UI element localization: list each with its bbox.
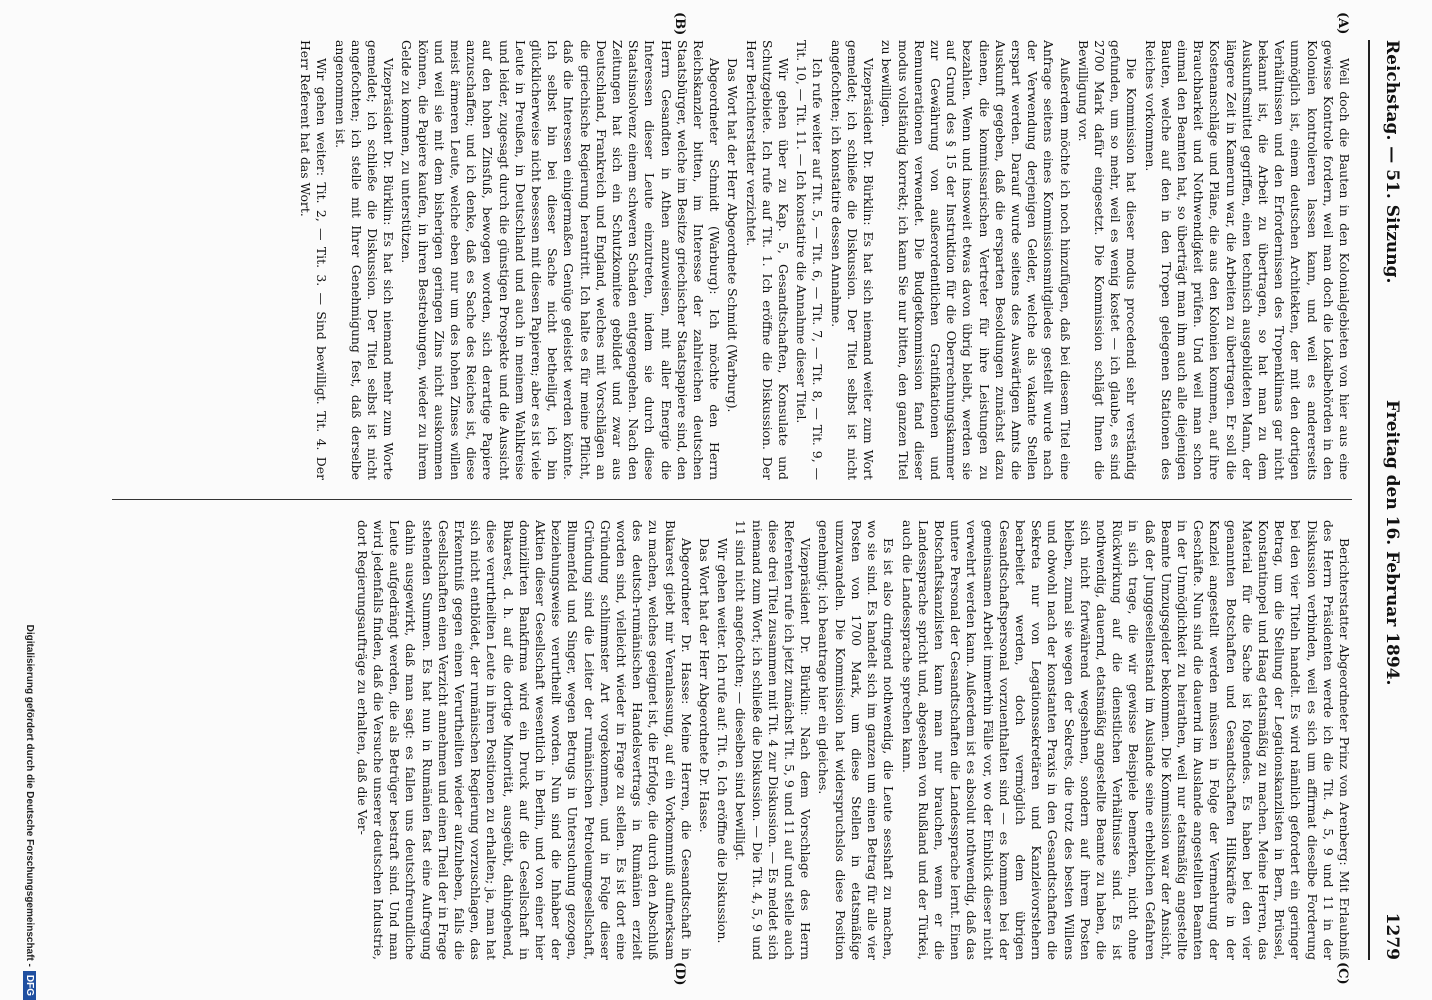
paragraph: Berichterstatter Abgeordneter Prinz von Arenberg: Mit Erlaubniß des Herrn Präsidenten werde ich die Tit. 4, 5, 9 und 11 in der Diskussion verbinden, weil es sich um affirmat dieselbe Forderung bei den vier Titeln handelt. Es wird nämlich gefordert ein geringer Betrag, um die Stellung der Legationskanzlisten in Bern, Brüssel, Konstantinopel und Haag etatsmäßig zu machen. Meine Herren, das Material für die Sache ist folgendes. Es haben bei den vier genannten Botschaften und Gesandtschaften Hilfskräfte in der Kanzlei angestellt werden müssen in Folge der Vermehrung der Geschäfte. Nun sind die dauernd im Auslande angestellten Beamten in der Unmöglichkeit zu heirathen, weil nur etatsmäßig angestellte Beamte Umzugsgelder bekommen. Die Kommission war der Ansicht, daß der Junggesellenstand im Auslande seine erheblichen Gefahren in sich trage, die wir gewisse Beispiele bemerken, nicht ohne Rückwirkung auf die dienstlichen Verhältnisse sind. Es ist nothwendig, dauernd, etatsmäßig angestellte Beamte zu haben, die sich nicht fortwährend wegsehnen, sondern auf ihrem Posten bleiben, zumal sie wegen der Sekrets, die trotz des besten Willens und obwohl nach der konstanten Praxis in den Gesandtschaften die Sekreta nur von Legationssekretären und Kanzleivorstehern bearbeitet werden, doch vermöglich dem übrigen Gesandtschaftspersonal vorzuenthalten sind — es kommen bei der gemeinsamen Arbeit immerhin Fälle vor, wo der Einblick dieser nicht verwehrt werden kann. Außerdem ist es absolut nothwendig, daß das untere Personal der Gesandtschaften die Landessprache lernt. Einen Botschaftskanzlisten kann man nur brauchen, wenn er die Landessprache spricht und, abgesehen von Rußland und der Türkei, auch die Landessprache sprechen kann. — [899, 520, 1352, 960]
dfg-logo: DFG — [23, 971, 36, 1000]
paragraph: Vizepräsident Dr. Bürklin: Es hat sich niemand weiter zum Wort gemeldet; ich schließe die Diskussion. Der Titel selbst ist nicht angefochten; ich konstatire dessen Annahme. — [828, 40, 877, 480]
paragraph: Wir gehen weiter: Tit. 2, — Tit. 3. — Sind bewilligt. Tit. 4. Der Herr Referent hat das Wort. — [298, 40, 330, 480]
paragraph: Das Wort hat der Herr Abgeordnete Dr. Hasse. — [697, 538, 713, 833]
header-rule — [1368, 40, 1370, 960]
paragraph: Ich rufe weiter auf Tit. 5, — Tit. 6, — Tit. 7, — Tit. 8, — Tit. 9, — Tit. 10, — Tit. 11. — Ich konstatire die Annahme dieser Titel. — [794, 40, 826, 480]
page-number: 1279 — [1382, 912, 1402, 960]
digitization-credit — [23, 500, 36, 1000]
column-divider — [112, 499, 1352, 500]
margin-marker-b: (B) — [672, 12, 687, 36]
right-text-column — [112, 520, 1352, 960]
margin-marker-c: (C) — [1335, 962, 1350, 985]
paragraph: Abgeordneter Dr. Hasse: Meine Herren, die Gesandtschaft in Bukarest giebt mir Veranlassung, auf ein Vorkommniß aufmerksam zu machen, welches geeignet ist, die Erfolge, die durch den Abschluß des deutsch-rumänischen Handelsvertrags in Rumänien erzielt worden sind, vielleicht wieder in Frage zu stellen. Es ist dort eine Gründung schlimmster Art vorgekommen, und in Folge dieser Gründung sind die Leiter der rumänischen Petroleumgesellschaft, Blumenfeld und Singer, wegen Betrugs in Untersuchung gezogen, beziehungsweise verurtheilt worden. Nun sind die Inhaber der Aktien dieser Gesellschaft wesentlich in Berlin, und von einer hier domizilirten Bankfirma wird ein Druck auf die Gesellschaft in Bukarest, d. h. auf die dortige Minorität, ausgeübt, dahingehend, diese verurtheilten Leute in ihren Positionen zu erhalten; ja, man hat sich nicht entblödet, der rumänischen Regierung vorzuschlagen, das Erkenntniß gegen einen Verurtheilten wieder aufzuheben, falls die Gesellschaften einen Verzicht annehmen und einen Theil der in Frage stehenden Summen. Es hat nun in Rumänien fast eine Aufregung dahin ausgewirkt, daß man sagt: es fallen uns deutschfreundliche Leute aufgedrängt werden, die als Betrüger bestraft sind. Und man wird jedenfalls finden, daß die Versuche unserer deutschen Industrie, dort Regierungsaufträge zu erhalten, daß die Ver- — [354, 520, 694, 960]
credit-text: Digitalisierung gefördert durch die Deutsche Forschungsgemeinschaft - — [24, 624, 35, 967]
paragraph: Außerdem möchte ich noch hinzufügen, daß bei diesem Titel eine Anfrage seitens eines Kommissionsmitgliedes gestellt wurde nach der Verwendung derjenigen Gelder, welche als vakante Stellen erspart werden. Darauf wurde seitens des Auswärtigen Amts die Auskunft gegeben, daß die ersparten Besoldungen zunächst dazu dienen, die kommissarischen Vertreter für ihre Leistungen zu bezahlen. Wenn und insoweit etwas davon übrig bleibt, werden sie auf Grund des § 15 der Instruktion für die Oberrechnungskammer zur Gewährung von außerordentlichen Gratifikationen und Remunerationen verwendet. Die Budgetkommission fand dieser modus vollständig korrekt; ich kann Sie nur bitten, den ganzen Titel zu bewilligen. — [879, 40, 1073, 480]
paragraph: Vizepräsident Dr. Bürklin: Es hat sich niemand mehr zum Worte gemeldet; ich schließe die Diskussion. Der Titel selbst ist nicht angefochten; ich stelle mit Ihrer Genehmigung fest, daß derselbe angenommen ist. — [332, 40, 397, 480]
paragraph: Weil doch die Bauten in den Kolonialgebieten von hier aus eine gewisse Kontrole fordern, weil man doch die Lokalbehörden in den Kolonien kontrolieren lassen kann, und weil es andererseits unmöglich ist, einem deutschen Architekten, der mit den dortigen Verhältnissen und den Erfordernissen des Tropenklimas gar nicht bekannt ist, die Arbeit zu übertragen, so hat man zu dem Auskunftsmittel gegriffen, einen technisch ausgebildeten Mann, der längere Zeit in Kamerun war, die Arbeiten zu übertragen. Er soll die Kostenanschläge und Pläne, die aus den Kolonien kommen, auf ihre Brauchbarkeit und Nothwendigkeit prüfen. Und weil man schon einmal den Beamten hat, so überträgt man ihm auch alle diejenigen Bauten, welche auf den in den Tropen gelegenen Stationen des Reiches vorkommen. — [1142, 40, 1352, 480]
paragraph: Wir gehen über zu Kap. 5, Gesandtschaften, Konsulate und Schutzgebiete. Ich rufe auf Tit. 1. Ich eröffne die Diskussion. Der Herr Berichterstatter verzichtet. — [743, 40, 792, 480]
paragraph: Das Wort hat der Herr Abgeordnete Schmidt (Warburg). — [725, 58, 741, 413]
page-header — [1372, 40, 1412, 960]
header-date: Freitag den 16. Februar 1894. — [1382, 400, 1402, 686]
left-text-column — [112, 40, 1352, 480]
paragraph: Die Kommission hat dieser modus procedendi sehr verständig gefunden, um so mehr, weil es wenig kostet — ich glaube, es sind 2700 Mark dafür eingesetzt. Die Kommission schlägt Ihnen die Bewilligung vor. — [1075, 40, 1140, 480]
paragraph: Wir gehen weiter. Ich rufe auf: Tit. 6. Ich eröffne die Diskussion. — [715, 538, 731, 944]
paragraph: Es ist also dringend nothwendig, die Leute sesshaft zu machen, wo sie sind. Es handelt sich im ganzen um einen Betrag für alle vier Posten von 1700 Mark, um diese Stellen in etatsmäßige umzuwandeln. Die Kommission hat widerspruchslos diese Position genehmigt; ich beantrage hier ein gleiches. — [816, 520, 897, 960]
header-session: Reichstag. — 51. Sitzung. — [1382, 40, 1402, 284]
margin-marker-d: (D) — [672, 962, 687, 986]
margin-marker-a: (A) — [1335, 12, 1350, 35]
paragraph: Vizepräsident Dr. Bürklin: Nach dem Vorschlage des Herrn Referenten rufe ich jetzt zunächst Tit. 5, 9 und 11 auf und stelle auch diese drei Titel zusammen mit Tit. 4 zur Diskussion. — Es meldet sich niemand zum Wort; ich schließe die Diskussion. — Die Tit. 4, 5, 9 und 11 sind nicht angefochten; — dieselben sind bewilligt. — [733, 520, 814, 960]
paragraph: Abgeordneter Schmidt (Warburg): Ich möchte den Herrn Reichskanzler bitten, im Interesse der zahlreichen deutschen Staatsbürger, welche im Besitze griechischer Staatspapiere sind, den Herrn Gesandten in Athen anzuweisen, mit aller Energie die Interessen dieser Leute einzutreten, indem sie durch diese Staatsinsolvenz einem schweren Schaden entgegengehen. Nach den Zeitungen hat sich ein Schutzkomitee gebildet und zwar aus Deutschland, Frankreich und England, welches mit Vorschlägen an die griechische Regierung herantritt. Ich halte es für meine Pflicht, daß die Interessen einigermaßen Genüge geleistet werden könnte. Ich selbst bin bei dieser Sache nicht betheiligt, ich bin glücklicherweise nicht besessen mit diesen Papieren; aber es ist viele Leute in Preußen, in Deutschland und auch in meinem Wahlkreise und leider, zugesagt durch die günstigen Prospekte und die Aussicht auf den hohen Zinsfuß, bewogen worden, sich derartige Papiere anzuschaffen; und ich denke, daß es Sache des Reiches ist, diese meist ärmeren Leute, welche eben nur um des hohen Zinses willen und weil sie mit dem bisherigen geringen Zins nicht auskommen können, die Papiere kaufen, in ihren Bestrebungen, wieder zu ihrem Gelde zu kommen, zu unterstützen. — [399, 40, 723, 480]
